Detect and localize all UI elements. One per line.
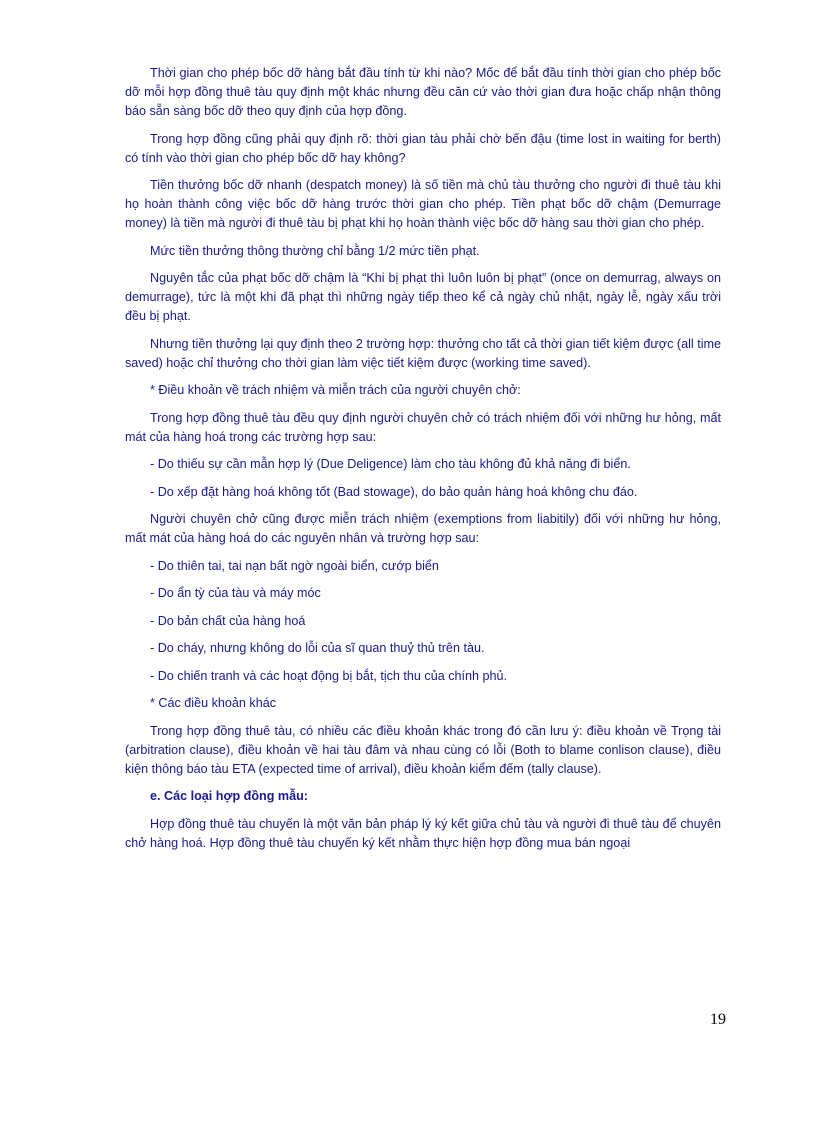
paragraph-carrier-exemptions: Người chuyên chở cũng được miễn trách nhiệm (exemptions from liabitily) đối với những hư hỏng, mất mát của hàng hoá do các nguyên nhân và trường hợp sau:: [125, 512, 721, 545]
paragraph-reward-cases: Nhưng tiền thưởng lại quy định theo 2 trường hợp: thưởng cho tất cả thời gian tiết kiệm được (all time saved) hoặc chỉ thưởng cho thời gian làm việc tiết kiệm được (working time saved).: [125, 336, 721, 370]
list-item: - Do thiếu sự cần mẫn hợp lý (Due Deligence) làm cho tàu không đủ khả năng đi biển.: [150, 457, 631, 471]
paragraph-liability-clause: * Điều khoản về trách nhiệm và miễn trách của người chuyên chở:: [150, 383, 521, 397]
section-heading: e. Các loại hợp đồng mẫu:: [150, 789, 308, 803]
paragraph-demurrage-principle: Nguyên tắc của phạt bốc dỡ chậm là “Khi bị phạt thì luôn luôn bị phạt” (once on demurrag, always on demurrage), tức là một khi đã phạt thì những ngày tiếp theo kể cả ngày chủ nhật, ngày lễ, ngày xấu trời đều bị phạt.: [125, 271, 721, 323]
list-item: - Do thiên tai, tai nạn bất ngờ ngoài biển, cướp biển: [150, 558, 439, 573]
paragraph-despatch-demurrage: Tiền thưởng bốc dỡ nhanh (despatch money) là số tiền mà chủ tàu thưởng cho người đi thuê tàu khi họ hoàn thành công việc bốc dỡ hàng trước thời gian cho phép. Tiền phạt bốc dỡ chậm (Demurrage money) là tiền mà người đi thuê tàu bị phạt khi họ hoàn thành việc bốc dỡ hàng sau thời gian cho phép.: [125, 178, 721, 230]
list-item: - Do cháy, nhưng không do lỗi của sĩ quan thuỷ thủ trên tàu.: [150, 641, 485, 655]
paragraph-reward-rate: Mức tiền thưởng thông thường chỉ bằng 1/2 mức tiền phạt.: [150, 243, 480, 258]
list-item: - Do xếp đặt hàng hoá không tốt (Bad stowage), do bảo quản hàng hoá không chu đáo.: [150, 484, 638, 499]
paragraph-voyage-charter: Hợp đồng thuê tàu chuyến là một văn bản pháp lý ký kết giữa chủ tàu và người đi thuê tàu để chuyên chở hàng hoá. Hợp đồng thuê tàu chuyến ký kết nhằm thực hiện hợp đồng mua bán ngoại: [125, 816, 721, 850]
paragraph-laytime-start: Thời gian cho phép bốc dỡ hàng bắt đầu tính từ khi nào? Mốc để bắt đầu tính thời gian cho phép bốc dỡ mỗi hợp đồng thuê tàu quy định một khác nhưng đều căn cứ vào thời gian đưa hoặc chấp nhận thông báo sẵn sàng bốc dỡ theo quy định của hợp đồng.: [125, 66, 721, 118]
page-number: 19: [710, 1011, 726, 1028]
paragraph-other-clauses: * Các điều khoản khác: [150, 696, 277, 710]
page-body: [125, 64, 721, 861]
list-item: - Do chiến tranh và các hoạt động bị bắt, tịch thu của chính phủ.: [150, 668, 508, 683]
list-item: - Do ẩn tỳ của tàu và máy móc: [150, 586, 321, 600]
list-item: - Do bản chất của hàng hoá: [150, 613, 306, 628]
paragraph-carrier-responsibility: Trong hợp đồng thuê tàu đều quy định người chuyên chở có trách nhiệm đối với những hư hỏng, mất mát của hàng hoá trong các trường hợp sau:: [125, 410, 721, 444]
paragraph-other-clauses-detail: Trong hợp đồng thuê tàu, có nhiều các điều khoản khác trong đó cần lưu ý: điều khoản về Trọng tài (arbitration clause), điều khoản về hai tàu đâm và nhau cùng có lỗi (Both to blame conlison clause), điều kiện thông báo tàu ETA (expected time of arrival), điều khoản kiểm đếm (tally clause).: [125, 723, 721, 776]
paragraph-waiting-for-berth: Trong hợp đồng cũng phải quy định rõ: thời gian tàu phải chờ bến đậu (time lost in waiting for berth) có tính vào thời gian cho phép bốc dỡ hay không?: [125, 131, 721, 165]
